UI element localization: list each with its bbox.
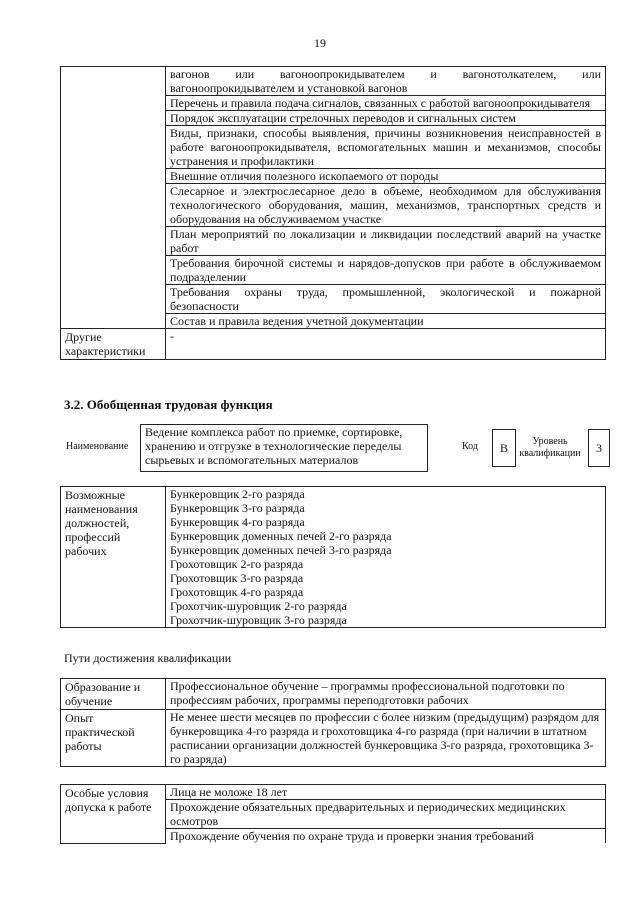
table-cell: Прохождение обучения по охране труда и проверки знания требований <box>166 829 606 844</box>
conditions-label: Особые условия допуска к работе <box>61 785 166 844</box>
code-label: Код <box>462 441 478 452</box>
table-cell: вагонов или вагоноопрокидывателем и вагонотолкателем, или вагоноопрокидывателем и установкой вагонов <box>166 67 606 96</box>
page-number: 19 <box>314 36 326 50</box>
list-item: Грохотовщик 3-го разряда <box>170 571 304 585</box>
experience-value: Не менее шести месяцев по профессии с более низким (предыдущим) разрядом для бункеровщика 4-го разряда и грохотовщика 4-го разряда (при наличии в штатном расписании организации должностей бункеровщика 3-го разряда, грохотовщика 3-го разряда) <box>166 710 606 767</box>
name-label: Наименование <box>66 441 129 452</box>
code-value-box: В <box>492 429 516 467</box>
table-cell: Требования бирочной системы и нарядов-допусков при работе в обслуживаемом подразделении <box>166 256 606 285</box>
function-name-box: Ведение комплекса работ по приемке, сортировке, хранению и отгрузке в технологические переделы сырьевых и вспомогательных материалов <box>140 424 428 472</box>
education-value: Профессиональное обучение – программы профессиональной подготовки по профессиям рабочих, программы переподготовки рабочих <box>166 679 606 710</box>
list-item: Бункеровщик 2-го разряда <box>170 487 305 501</box>
qualification-level-box: 3 <box>588 429 610 467</box>
positions-list-cell <box>166 487 606 628</box>
other-characteristics-value: - <box>166 329 606 360</box>
table-cell: Виды, признаки, способы выявления, причины возникновения неисправностей в работе вагоноопрокидывателя, вспомогательных машин и механизмов, способы устранения и профилактики <box>166 126 606 169</box>
positions-label: Возможные наименования должностей, профессий рабочих <box>61 487 166 628</box>
education-label: Образование и обучение <box>61 679 166 710</box>
table-cell: Прохождение обязательных предварительных и периодических медицинских осмотров <box>166 800 606 829</box>
list-item: Грохотчик-шуровщик 3-го разряда <box>170 613 347 627</box>
table-cell: Порядок эксплуатации стрелочных переводов и сигнальных систем <box>166 111 606 126</box>
table-row <box>61 329 606 360</box>
experience-label: Опыт практической работы <box>61 710 166 767</box>
table-cell: Слесарное и электрослесарное дело в объеме, необходимом для обслуживания технологического оборудования, машин, механизмов, транспортных средств и оборудования на обслуживаемом участке <box>166 184 606 227</box>
table-row <box>61 785 606 800</box>
positions-table <box>60 486 606 628</box>
qualification-paths-title: Пути достижения квалификации <box>64 651 232 665</box>
table-cell: Лица не моложе 18 лет <box>166 785 606 800</box>
qualification-level-label: Уровень квалификации <box>519 436 581 459</box>
knowledge-label-cell <box>61 67 166 329</box>
list-item: Грохотовщик 4-го разряда <box>170 585 304 599</box>
table-row <box>61 710 606 767</box>
table-row <box>61 679 606 710</box>
table-cell: Состав и правила ведения учетной документации <box>166 314 606 329</box>
knowledge-table <box>60 66 606 360</box>
table-cell: План мероприятий по локализации и ликвидации последствий аварий на участке работ <box>166 227 606 256</box>
table-row <box>61 487 606 628</box>
table-cell: Внешние отличия полезного ископаемого от породы <box>166 169 606 184</box>
conditions-table <box>60 784 606 844</box>
list-item: Бункеровщик 3-го разряда <box>170 501 305 515</box>
list-item: Бункеровщик доменных печей 2-го разряда <box>170 529 392 543</box>
table-row <box>61 67 606 96</box>
education-table <box>60 678 606 767</box>
list-item: Грохотчик-шуровщик 2-го разряда <box>170 599 347 613</box>
table-cell: Перечень и правила подача сигналов, связанных с работой вагоноопрокидывателя <box>166 96 606 111</box>
section-title: 3.2. Обобщенная трудовая функция <box>64 397 273 412</box>
other-characteristics-label: Другие характеристики <box>61 329 166 360</box>
list-item: Бункеровщик доменных печей 3-го разряда <box>170 543 392 557</box>
list-item: Бункеровщик 4-го разряда <box>170 515 305 529</box>
list-item: Грохотовщик 2-го разряда <box>170 557 304 571</box>
table-cell: Требования охраны труда, промышленной, экологической и пожарной безопасности <box>166 285 606 314</box>
